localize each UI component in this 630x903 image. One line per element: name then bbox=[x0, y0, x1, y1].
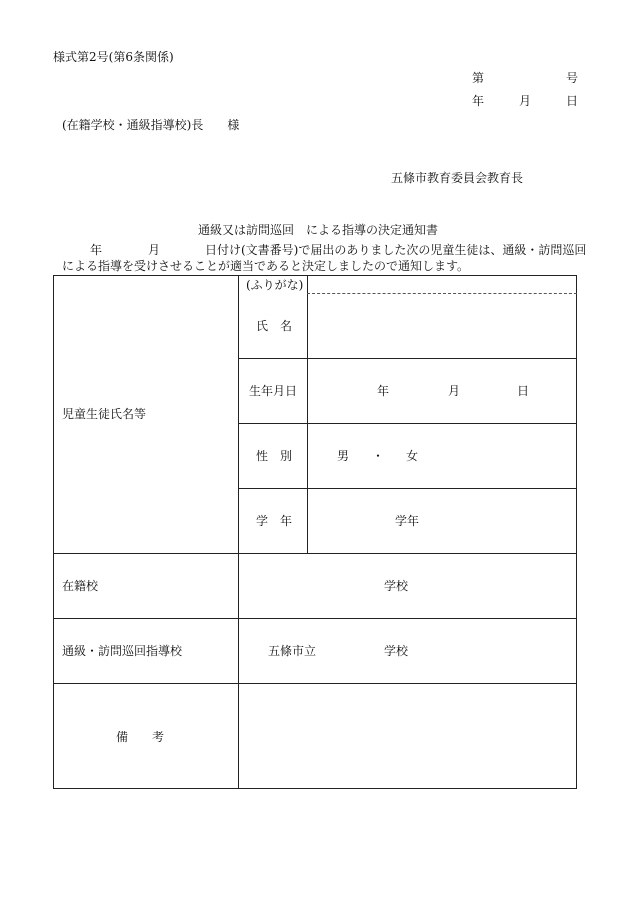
row-rule bbox=[53, 553, 577, 554]
decision-table bbox=[53, 275, 577, 789]
gender-male: 男 bbox=[337, 449, 350, 463]
row-rule bbox=[238, 358, 577, 359]
table-divider-vertical bbox=[238, 275, 239, 789]
form-number: 様式第2号(第6条関係) bbox=[53, 50, 174, 64]
body-line2: による指導を受けさせることが適当であると決定しましたので通知します。 bbox=[62, 259, 470, 273]
gender-separator: ・ bbox=[372, 449, 385, 463]
gender-female: 女 bbox=[406, 449, 419, 463]
body-line1: 日付け(文書番号)で届出のありました次の児童生徒は、通級・訪問巡回 bbox=[205, 243, 587, 257]
guidance-school-suffix: 学校 bbox=[384, 644, 409, 658]
furigana-dashed-line bbox=[307, 293, 577, 294]
birthdate-day: 日 bbox=[517, 384, 530, 398]
enrolled-school-suffix: 学校 bbox=[384, 579, 409, 593]
issuer: 五條市教育委員会教育長 bbox=[391, 171, 524, 185]
enrolled-school-label: 在籍校 bbox=[62, 579, 99, 593]
birthdate-month: 月 bbox=[448, 384, 461, 398]
guidance-school-city: 五條市立 bbox=[268, 644, 317, 658]
name-label: 氏 名 bbox=[256, 319, 293, 333]
date-year: 年 bbox=[472, 94, 485, 108]
doc-number-suffix: 号 bbox=[566, 71, 579, 85]
remarks-label: 備 考 bbox=[116, 730, 165, 744]
doc-number-prefix: 第 bbox=[472, 71, 485, 85]
row-rule bbox=[238, 423, 577, 424]
birthdate-year: 年 bbox=[377, 384, 390, 398]
body-year: 年 bbox=[90, 243, 103, 257]
row-rule bbox=[53, 618, 577, 619]
gender-label: 性 別 bbox=[256, 449, 293, 463]
guidance-school-label: 通級・訪問巡回指導校 bbox=[62, 644, 183, 658]
document-title: 通級又は訪問巡回 による指導の決定通知書 bbox=[198, 223, 439, 237]
grade-suffix: 学年 bbox=[395, 514, 420, 528]
table-divider-inner bbox=[307, 275, 308, 553]
date-month: 月 bbox=[519, 94, 532, 108]
date-day: 日 bbox=[566, 94, 579, 108]
furigana-label: (ふりがな) bbox=[246, 278, 304, 292]
body-month: 月 bbox=[148, 243, 161, 257]
student-section-label: 児童生徒氏名等 bbox=[62, 407, 147, 421]
birthdate-label: 生年月日 bbox=[249, 384, 298, 398]
row-rule bbox=[53, 683, 577, 684]
addressee: (在籍学校・通級指導校)長 様 bbox=[62, 118, 240, 132]
grade-label: 学 年 bbox=[256, 514, 293, 528]
row-rule bbox=[238, 488, 577, 489]
